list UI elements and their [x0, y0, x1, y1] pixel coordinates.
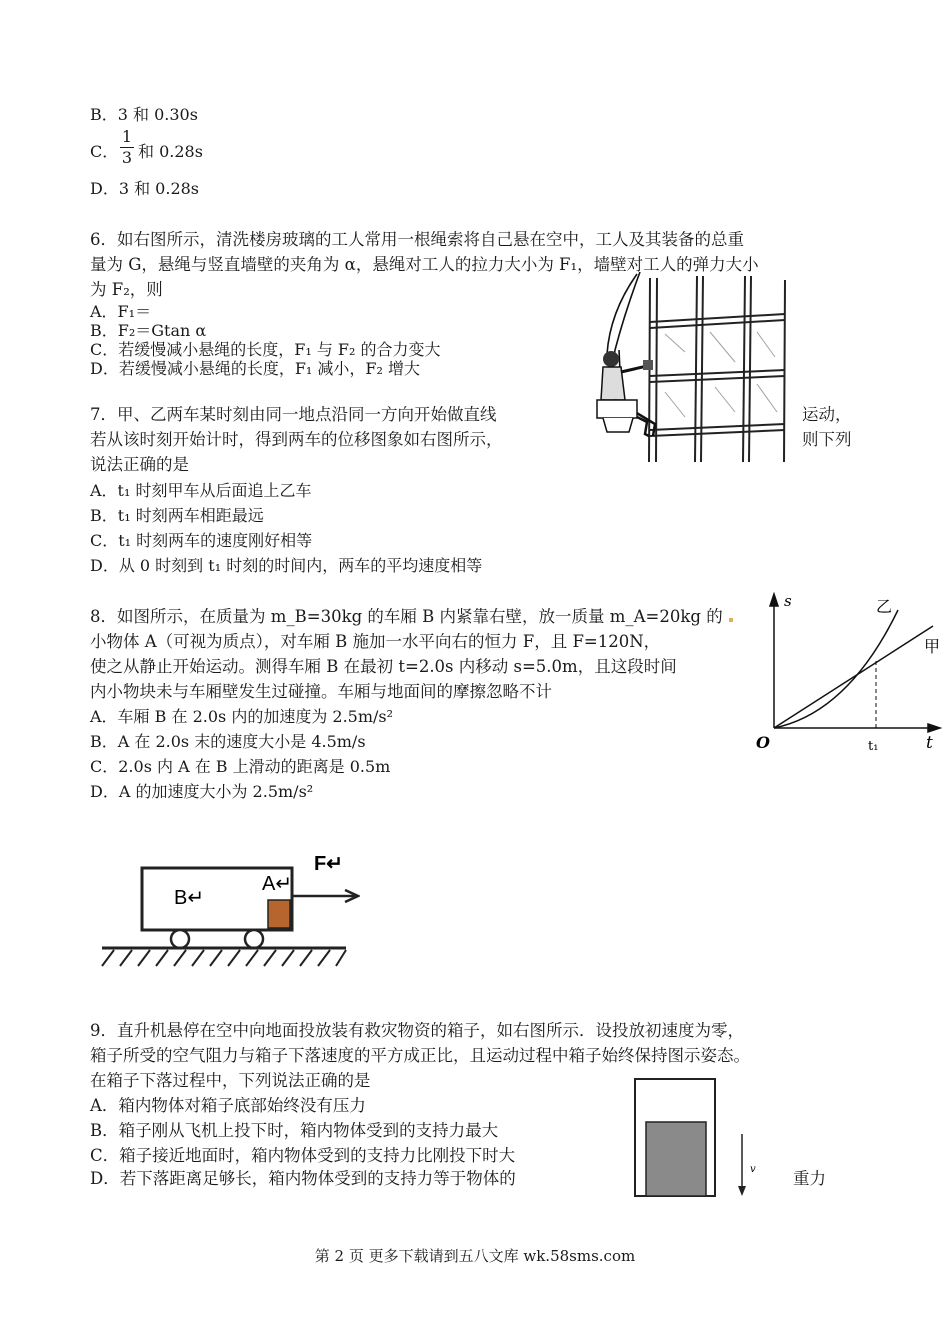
q6-option-d: D．若缓慢减小悬绳的长度，F₁ 减小，F₂ 增大 [90, 359, 421, 378]
velocity-label: v [750, 1164, 756, 1175]
q6-option-b: B．F₂＝Gtan α [90, 321, 207, 340]
q5-option-c-prefix: C． [90, 142, 119, 161]
q5-option-c-suffix: 和 0.28s [138, 142, 203, 161]
q7-option-b: B．t₁ 时刻两车相距最远 [90, 506, 264, 525]
velocity-arrow-head [738, 1186, 746, 1196]
yi-label: 乙 [876, 597, 893, 616]
inner-object [646, 1122, 706, 1196]
q8-option-c: C．2.0s 内 A 在 B 上滑动的距离是 0.5m [90, 757, 391, 776]
worker-figure [597, 351, 655, 436]
q8-option-d: D．A 的加速度大小为 2.5m/s² [90, 782, 314, 801]
fraction-numerator: 1 [121, 127, 133, 146]
q6-stem-line3: 为 F₂，则 [90, 280, 163, 299]
q6-option-a: A．F₁＝ [90, 302, 152, 321]
q6-stem-line2: 量为 G，悬绳与竖直墙壁的夹角为 α，悬绳对工人的拉力大小为 F₁，墙壁对工人的弹力大小 [90, 255, 759, 274]
q7-stem-line2-left: 若从该时刻开始计时，得到两车的位移图象如右图所示， [90, 430, 503, 449]
q9-option-d-left: D．若下落距离足够长，箱内物体受到的支持力等于物体的 [90, 1169, 516, 1188]
q8-option-a: A．车厢 B 在 2.0s 内的加速度为 2.5m/s² [90, 707, 394, 726]
label-f: F↵ [314, 853, 343, 875]
q7-stem-line2-right: 则下列 [802, 430, 852, 449]
q9-stem-line1: 9．直升机悬停在空中向地面投放装有救灾物资的箱子，如右图所示．设投放初速度为零， [90, 1021, 744, 1040]
q9-stem-line3: 在箱子下落过程中，下列说法正确的是 [90, 1071, 371, 1090]
q7-option-d: D．从 0 时刻到 t₁ 时刻的时间内，两车的平均速度相等 [90, 556, 483, 575]
q8-option-b: B．A 在 2.0s 末的速度大小是 4.5m/s [90, 732, 366, 751]
q5-option-d: D．3 和 0.28s [90, 179, 200, 198]
jia-line [774, 626, 933, 728]
cart-diagram [100, 838, 360, 973]
window-cleaner-illustration [585, 272, 790, 464]
label-b: B↵ [174, 887, 205, 909]
q8-stem-line3: 使之从静止开始运动。测得车厢 B 在最初 t=2.0s 内移动 s=5.0m，且这段时间 [90, 657, 677, 676]
q6-option-c: C．若缓慢减小悬绳的长度，F₁ 与 F₂ 的合力变大 [90, 340, 441, 359]
q5-option-b: B．3 和 0.30s [90, 105, 198, 124]
q8-stem-line4: 内小物块未与车厢壁发生过碰撞。车厢与地面间的摩擦忽略不计 [90, 682, 552, 701]
q7-stem-line1-left: 7．甲、乙两车某时刻由同一地点沿同一方向开始做直线 [90, 405, 497, 424]
q7-option-a: A．t₁ 时刻甲车从后面追上乙车 [90, 481, 312, 500]
jia-label: 甲 [924, 637, 941, 656]
left-wheel [171, 930, 189, 948]
q6-stem-line1: 6．如右图所示，清洗楼房玻璃的工人常用一根绳索将自己悬在空中，工人及其装备的总重 [90, 230, 744, 249]
s-axis-arrow [770, 594, 778, 606]
q5-option-c-fraction [120, 128, 134, 167]
q8-stem-line2: 小物体 A（可视为质点），对车厢 B 施加一水平向右的恒力 F，且 F=120N， [90, 632, 661, 651]
fraction-denominator: 3 [121, 148, 133, 167]
block-a [268, 900, 290, 928]
q7-stem-line3: 说法正确的是 [90, 455, 189, 474]
s-axis-label: s [784, 592, 792, 610]
origin-label: O [756, 733, 770, 752]
q9-option-d-right: 重力 [793, 1169, 826, 1188]
t-axis-label: t [926, 733, 933, 753]
t-axis-arrow [928, 724, 940, 732]
q9-option-c: C．箱子接近地面时，箱内物体受到的支持力比刚投下时大 [90, 1146, 516, 1165]
q9-option-b: B．箱子刚从飞机上投下时，箱内物体受到的支持力最大 [90, 1121, 499, 1140]
position-time-graph [748, 588, 948, 773]
marker-dot [729, 618, 733, 622]
q7-stem-line1-right: 运动， [802, 405, 852, 424]
q8-stem-line1: 8．如图所示，在质量为 m_B=30kg 的车厢 B 内紧靠右壁，放一质量 m_A=20kg 的 [90, 607, 723, 626]
label-a: A↵ [262, 873, 293, 895]
right-wheel [245, 930, 263, 948]
page-footer: 第 2 页 更多下载请到五八文库 wk.58sms.com [314, 1247, 636, 1265]
yi-curve [774, 610, 898, 728]
t1-label: t₁ [868, 739, 879, 754]
ground-hatching [102, 950, 346, 966]
q9-stem-line2: 箱子所受的空气阻力与箱子下落速度的平方成正比，且运动过程中箱子始终保持图示姿态。 [90, 1046, 750, 1065]
q9-option-a: A．箱内物体对箱子底部始终没有压力 [90, 1096, 366, 1115]
q7-option-c: C．t₁ 时刻两车的速度刚好相等 [90, 531, 313, 550]
falling-box-diagram [632, 1076, 772, 1201]
